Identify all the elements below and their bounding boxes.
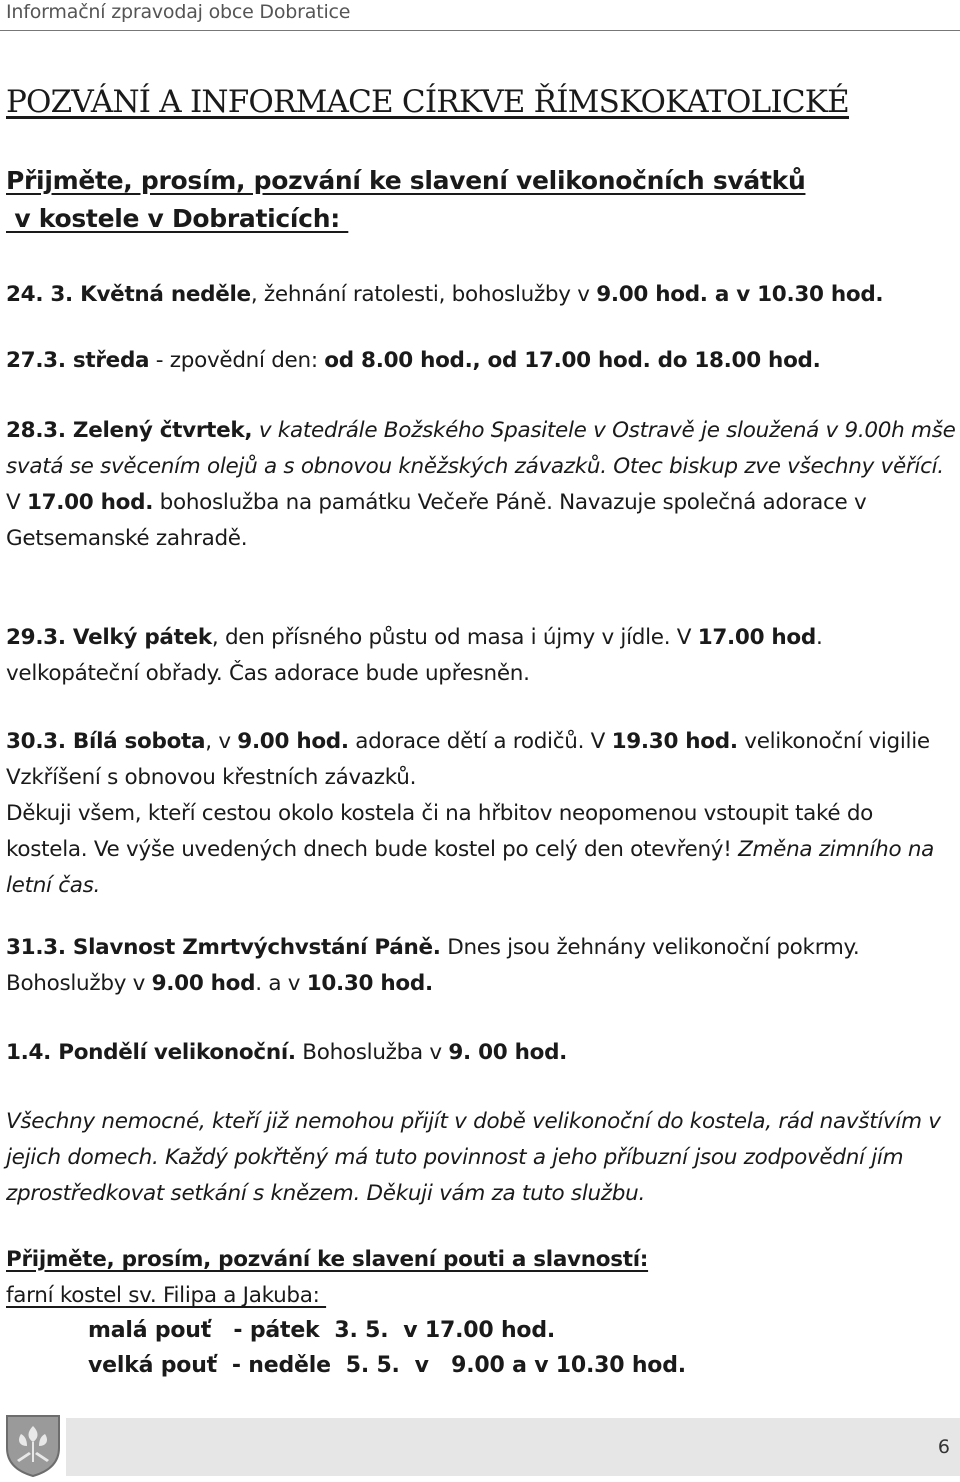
saturday-text: , v [205,729,238,754]
pilgrimage-church: farní kostel sv. Filipa a Jakuba: [6,1283,327,1308]
wednesday-name: středa [72,348,150,373]
wednesday-text: - zpovědní den: [149,348,325,373]
friday-entry [6,620,956,692]
easter-sunday-time-1: 9.00 hod [151,971,256,996]
thursday-mass-text: bohoslužba na památku Večeře Páně. Navazuje společná adorace v Getsemanské zahradě. [6,490,867,551]
sick-visit-note [6,1104,956,1212]
easter-sunday-time-2: 10.30 hod. [306,971,433,996]
friday-time: 17.00 hod [697,625,816,650]
saturday-time-change: Změna zimního na letní čas. [6,837,935,898]
palm-sunday-text: , žehnání ratolesti, bohoslužby v [250,282,597,307]
saturday-text-3: velikonoční vigilie Vzkříšení s obnovou křestních závazků. [6,729,930,790]
saturday-time-1: 9.00 hod. [237,729,349,754]
friday-text-2: . velkopáteční obřady. Čas adorace bude upřesněn. [6,625,823,686]
page-number: 6 [937,1436,950,1458]
palm-sunday-times: 9.00 hod. a v 10.30 hod. [596,282,884,307]
saturday-entry [6,724,956,904]
village-emblem-icon [3,1412,63,1478]
header-divider [0,30,960,31]
easter-monday-name: 1.4. Pondělí velikonoční. [6,1040,296,1065]
easter-invite-line1: Přijměte, prosím, pozvání ke slavení velikonočních svátků [6,166,806,195]
wednesday-date: 27.3. [6,348,73,373]
pilgrimage-invite-text: Přijměte, prosím, pozvání ke slavení pouti a slavností: [6,1247,649,1272]
big-pilgrimage: velká pouť - neděle 5. 5. v 9.00 a v 10.30 hod. [88,1353,686,1378]
small-pilgrimage: malá pouť - pátek 3. 5. v 17.00 hod. [88,1318,556,1343]
wednesday-entry [6,343,956,379]
saturday-date: 30.3. [6,729,73,754]
easter-sunday-name: 31.3. Slavnost Zmrtvýchvstání Páně. [6,935,441,960]
palm-sunday-date: 24. 3. [6,282,81,307]
saturday-thanks: Děkuji všem, kteří cestou okolo kostela či na hřbitov neopomenou vstoupit také do kostela. Ve výše uvedených dnech bude kostel po celý den otevřený! [6,801,874,862]
saturday-text-2: adorace dětí a rodičů. V [348,729,612,754]
friday-date: 29.3. [6,625,73,650]
easter-monday-time: 9. 00 hod. [448,1040,568,1065]
saturday-name: Bílá sobota [72,729,206,754]
friday-name: Velký pátek [72,625,212,650]
easter-monday-text: Bohoslužba v [295,1040,449,1065]
easter-sunday-text-3: . a v [255,971,307,996]
easter-sunday-entry [6,930,956,1002]
friday-text: , den přísného půstu od masa i újmy v jídle. V [211,625,698,650]
main-title: POZVÁNÍ A INFORMACE CÍRKVE ŘÍMSKOKATOLICKÉ [6,84,849,120]
wednesday-times: od 8.00 hod., od 17.00 hod. do 18.00 hod. [324,348,821,373]
easter-monday-entry [6,1035,956,1071]
thursday-time: 17.00 hod. [26,490,154,515]
thursday-name: Zelený čtvrtek, [72,418,253,443]
sick-visit-text: Všechny nemocné, kteří již nemohou přijít v době velikonoční do kostela, rád navštívím v jejich domech. Každý pokřtěný má tuto povinnost a jeho příbuzní jsou zodpovědní jím zprostředkovat setkání s knězem. Děkuji vám za tuto službu. [6,1109,941,1206]
easter-sunday-text: Dnes jsou žehnány velikonoční pokrmy. [440,935,860,960]
newsletter-header: Informační zpravodaj obce Dobratice [6,1,351,23]
saturday-time-2: 19.30 hod. [611,729,738,754]
easter-invite-line2: v kostele v Dobraticích: [6,204,349,233]
palm-sunday-name: Květná neděle [80,282,251,307]
footer-bar [66,1418,960,1476]
thursday-entry [6,413,956,557]
thursday-date: 28.3. [6,418,73,443]
thursday-v: V [6,490,27,515]
palm-sunday-entry [6,277,956,313]
thursday-cathedral-note: v katedrále Božského Spasitele v Ostravě je sloužená v 9.00h mše svatá se svěcením olejů a s obnovou kněžských závazků. Otec biskup zve všechny věřící. [6,418,956,479]
pilgrimage-invite [6,1242,956,1314]
easter-sunday-text-2: Bohoslužby v [6,971,152,996]
